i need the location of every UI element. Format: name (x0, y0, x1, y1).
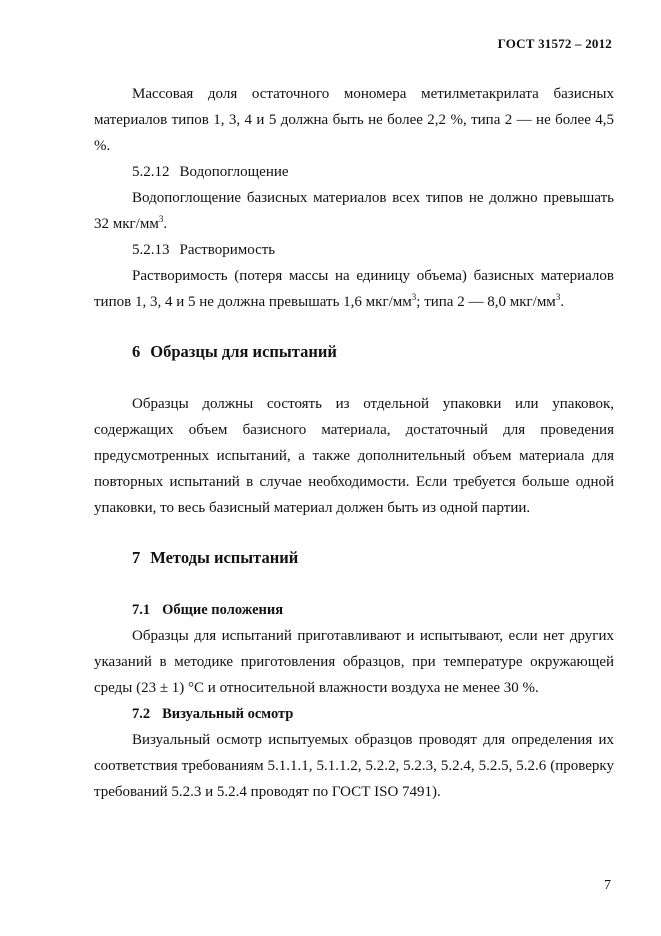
clause-number: 5.2.12 (132, 164, 170, 180)
superscript: 3 (555, 292, 561, 302)
paragraph-residual-monomer: Массовая доля остаточного мономера метилметакрилата базисных материалов типов 1, 3, 4 и 5 должна быть не более 2,2 %, типа 2 — не более 4,5 %. (94, 86, 614, 154)
section-title: Образцы для испытаний (150, 342, 337, 361)
superscript: 3 (158, 214, 164, 224)
superscript: 3 (411, 292, 417, 302)
subsection-title: Визуальный осмотр (162, 706, 294, 722)
section-number: 7 (132, 548, 141, 567)
subsection-number: 7.2 (132, 706, 151, 722)
section-heading-6 (94, 339, 614, 365)
document-body (94, 81, 614, 805)
paragraph-solubility (94, 263, 614, 315)
subsection-heading-7-1 (94, 597, 614, 623)
paragraph-end: . (560, 294, 565, 310)
clause-number: 5.2.13 (132, 242, 170, 258)
paragraph-text: Растворимость (потеря массы на единицу объема) базисных материалов типов 1, 3, 4 и 5 не должна превышать 1,6 мкг/мм (94, 268, 614, 310)
clause-5-2-13 (94, 237, 614, 263)
clause-5-2-12 (94, 159, 614, 185)
clause-title: Водопоглощение (179, 164, 289, 180)
paragraph-visual-inspection: Визуальный осмотр испытуемых образцов проводят для определения их соответствия требованиям 5.1.1.1, 5.1.1.2, 5.2.2, 5.2.3, 5.2.4, 5.2.5, 5.2.6 (проверку требований 5.2.3 и 5.2.4 проводят по ГОСТ ISO 7491). (94, 732, 614, 800)
clause-title: Растворимость (179, 242, 276, 258)
paragraph-water-absorption (94, 185, 614, 237)
paragraph-text: Водопоглощение базисных материалов всех типов не должно превышать 32 мкг/мм (94, 190, 614, 232)
subsection-title: Общие положения (162, 602, 284, 618)
subsection-heading-7-2 (94, 701, 614, 727)
section-heading-7 (94, 545, 614, 571)
paragraph-end: . (163, 216, 168, 232)
section-title: Методы испытаний (150, 548, 299, 567)
subsection-number: 7.1 (132, 602, 151, 618)
paragraph-general-provisions: Образцы для испытаний приготавливают и испытывают, если нет других указаний в методике приготовления образцов, при температуре окружающей среды (23 ± 1) °С и относительной влажности воздуха не менее 30 %. (94, 628, 614, 696)
page-number: 7 (604, 878, 611, 893)
section-number: 6 (132, 342, 141, 361)
document-header: ГОСТ 31572 – 2012 (497, 36, 612, 51)
paragraph-text: ; типа 2 — 8,0 мкг/мм (416, 294, 556, 310)
paragraph-samples: Образцы должны состоять из отдельной упаковки или упаковок, содержащих объем базисного материала, достаточный для проведения предусмотренных испытаний, а также дополнительный объем материала для повторных испытаний в случае необходимости. Если требуется больше одной упаковки, то весь базисный материал должен быть из одной партии. (94, 396, 614, 516)
